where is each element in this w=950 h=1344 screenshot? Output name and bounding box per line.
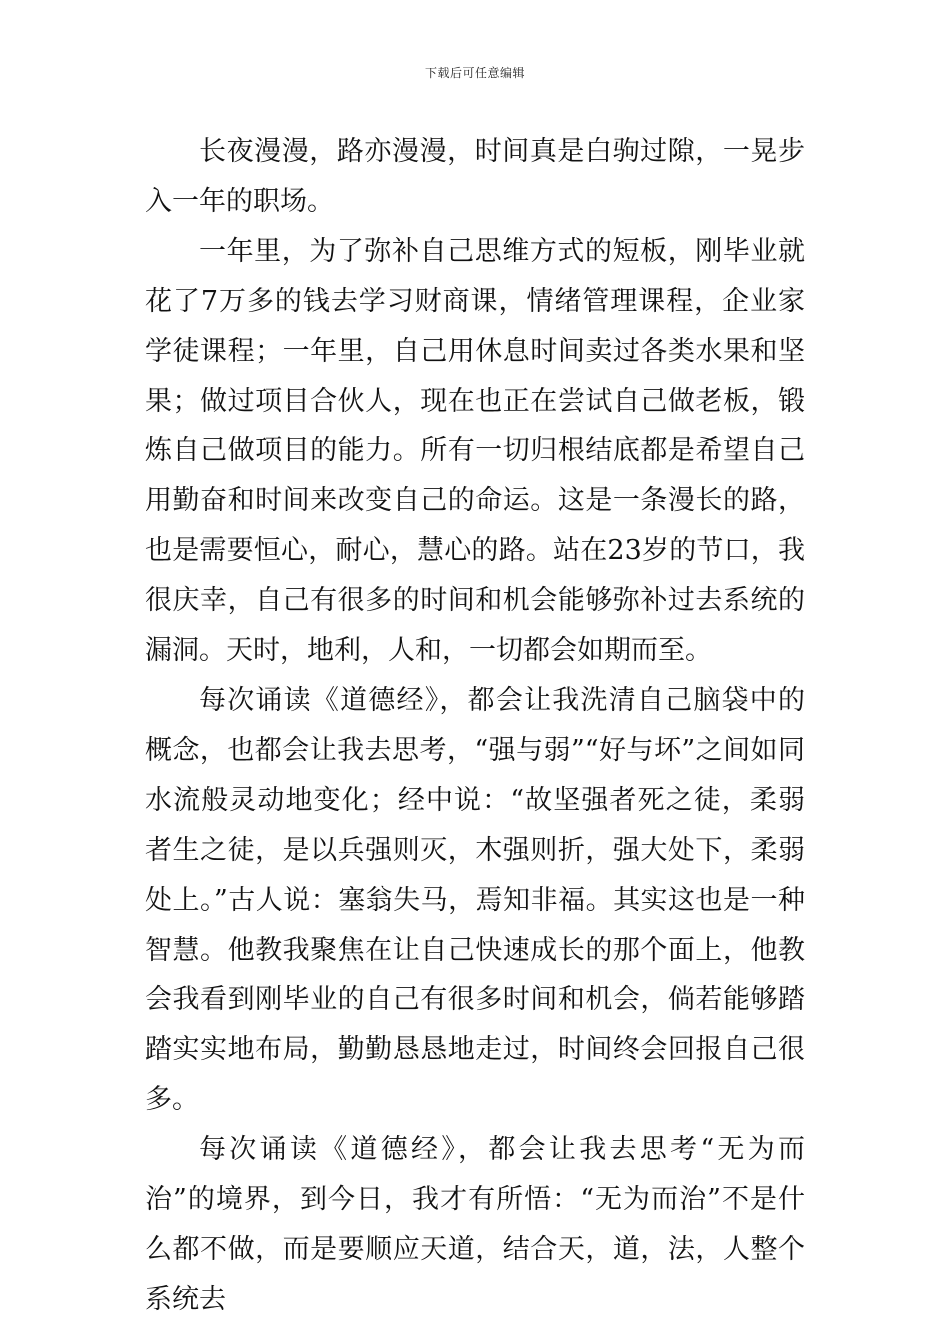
- paragraph-3: 每次诵读《道德经》，都会让我洗清自己脑袋中的概念，也都会让我去思考，“强与弱”“好与坏”之间如同水流般灵动地变化；经中说：“故坚强者死之徒，柔弱者生之徒，是以兵强则灭，木强则折，强大处下，柔弱处上。”古人说：塞翁失马，焉知非福。其实这也是一种智慧。他教我聚焦在让自己快速成长的那个面上，他教会我看到刚毕业的自己有很多时间和机会，倘若能够踏踏实实地布局，勤勤恳恳地走过，时间终会回报自己很多。: [145, 684, 805, 1116]
- paragraph-4: 每次诵读《道德经》，都会让我去思考“无为而治”的境界，到今日，我才有所悟：“无为而治”不是什么都不做，而是要顺应天道，结合天，道，法，人整个系统去: [145, 1134, 805, 1315]
- paragraph-1: 长夜漫漫，路亦漫漫，时间真是白驹过隙，一晃步入一年的职场。: [145, 136, 805, 217]
- paragraph-2: 一年里，为了弥补自己思维方式的短板，刚毕业就花了7万多的钱去学习财商课，情绪管理课程，企业家学徒课程；一年里，自己用休息时间卖过各类水果和坚果；做过项目合伙人，现在也正在尝试自己做老板，锻炼自己做项目的能力。所有一切归根结底都是希望自己用勤奋和时间来改变自己的命运。这是一条漫长的路，也是需要恒心，耐心，慧心的路。站在23岁的节口，我很庆幸，自己有很多的时间和机会能够弥补过去系统的漏洞。天时，地利，人和，一切都会如期而至。: [145, 235, 805, 667]
- header-note: 下载后可任意编辑: [424, 66, 525, 80]
- document-body: [145, 127, 805, 1325]
